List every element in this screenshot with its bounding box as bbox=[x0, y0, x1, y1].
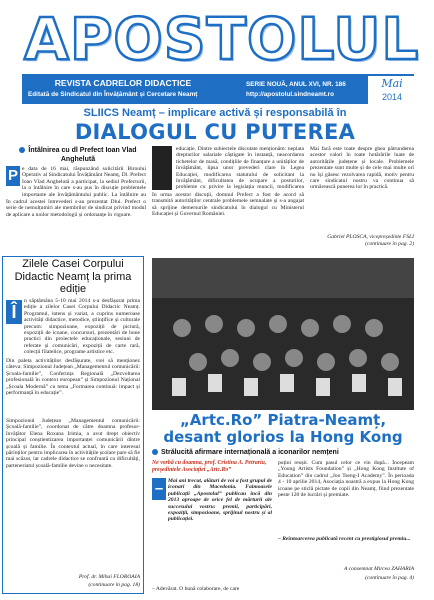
series-number: SERIE NOUĂ, ANUL XVI, NR. 186 bbox=[246, 81, 346, 88]
lead-col1-text: e data de 16 mai, răspunzând solicitării Biroului Operativ al Sindicatului Învățământ Neamț, Dl. Prefect Ioan Vlad Anghelută a participat, la sediul Prefecturii, la o întâlnire în care s-au pus în discuție problemele importante ale învățământului public. La întâlnire au bbox=[22, 166, 146, 198]
lead-col3-text: Mai facă este toate despre ghea pătrunderea acestor valori în toate hotărârile luate de autoritățile județene și locale. Problemele prezentate sunt multe și de cele mai multe ori nu își găsesc rezolvarea rapidă, motiv pentru care sindicatul nostru va continua să urmărească punerea lor în practică. bbox=[310, 146, 414, 191]
bullet-icon bbox=[152, 449, 158, 455]
ccd-body-text: n săptămâna 5-10 mai 2014 s-a desfășurat prima ediție a zilelor Casei Corpului Didactic Neamț. Programul, intens și variat, a cuprins numeroase activități didactice, metodice, științifice și culturale precum: simpozioane, expoziții de pictură, expoziții de icoane, concursuri, prezentări de bune practici din proiectele educaționale, sesiuni de referate și comunicări, expoziții de carte rară, colecții filatelice, programe artistice etc. bbox=[24, 298, 140, 356]
ccd-body3-text: Simpozionul Județean „Managementul comunicării: Școală-familie”, coordonat de către doamna profesor-învățător Elena Roxana Irimia, a avut drept obiectiv principal conștientizarea importanței comunicării dintre școală și familie. În contextul actual, în care interesul părinților pentru implicarea în activitățile școlare pare să fie mai scăzut, iar cadrele didactice se confruntă cu dificultăți, parteneriatul școală-familie devine o necesitate. bbox=[6, 418, 140, 469]
art-interview-intro: Ne vorbă cu doamna, prof. Cristina A. Petrariu, președintele Asociației „Artc.Ro” bbox=[152, 460, 267, 473]
art-continuation[interactable]: (continuare în pag. 4) bbox=[365, 575, 414, 581]
group-photo-shapes bbox=[152, 258, 414, 410]
masthead-series bbox=[246, 80, 366, 100]
lead-col1b-text: În cadrul acestei întrevederi s-au prezentat Dlui. Prefect o serie de nemulțumiri ale membrilor de sindicat privind modul de aplicare a noilor metodologii și ordonanțe în vigoare. bbox=[6, 199, 146, 218]
lead-dropcap: P bbox=[7, 167, 18, 184]
art-subheading-text: Strălucită afirmare internațională a iconarilor nemțeni bbox=[161, 449, 339, 456]
iconari-group-photo bbox=[152, 258, 414, 410]
bullet-icon bbox=[19, 147, 25, 153]
issue-month: Mai bbox=[381, 77, 403, 90]
art-right-text: puțini reușit. Cum pasul celor ce vin după... Începeam „Young Artists Foundation” și „Hong Kong Institute of Education” din cadrul „Joo Tseng-I Academy”. În perioada 4 - 10 aprilie 2014, Asociația noastră a expus la Hong Kong icoane pe sticlă pictate de copii din Neamț, fiind prezentate peste 120 de lucrări și premiate. bbox=[278, 460, 414, 499]
art-dropcap: – bbox=[152, 478, 166, 500]
lead-continuation[interactable]: (continuare în pag. 2) bbox=[365, 241, 414, 247]
art-right2-text: – Reîntoarcerea publicată recent cu prestigiosul premiu... bbox=[278, 536, 411, 542]
masthead-publisher: Editată de Sindicatul din Învățământ și Cercetare Neamț bbox=[28, 91, 198, 98]
lead-col2b-text: În urma acestor discuții, domnul Prefect a fost de acord să transmită autorităților centrale problemele semnalate și s-a angajat să sprijine demersurile sindicatului în dialogul cu Ministerul Educației și Guvernul României. bbox=[152, 192, 304, 218]
issue-year: 2014 bbox=[381, 92, 403, 102]
art-answer-text: – Adevărat. O bună colaborare, de care bbox=[152, 586, 240, 592]
prefect-photo bbox=[152, 146, 172, 190]
art-headline[interactable]: „Artc.Ro” Piatra-Neamț, desant glorios la Hong Kong bbox=[163, 411, 403, 446]
masthead-subtitle: REVISTA CADRELOR DIDACTICE bbox=[54, 78, 192, 88]
lead-kicker: SLIICS Neamț – implicare activă și responsabilă în bbox=[83, 107, 347, 119]
art-question-text: Mai ani trecut, alături de voi a fost grupul de iconari din Macedonia. Faimoasele publicații „Apostolul” publicau încă din 2013 aproape de orice fel de mărturii ale succesului vostru: premii, participări, expoziții, simpozioane, sprijinul nostru și al publicației. bbox=[168, 478, 272, 523]
lead-col2-text: educație. Dintre subiectele discutate menționăm: neplata drepturilor salariale câștigate în instanță, neacordarea tichetelor de masă, condițiile de finanțare a unităților de învățământ, lipsa unor prevederi clare în Legea Educației, modificarea statutului de solicitant la învățământ, dificultatea de ocupare a posturilor, probleme cu privire la legislația muncii, modificarea bbox=[176, 146, 304, 190]
website-link[interactable]: http://apostolul.sindneamt.ro bbox=[246, 91, 335, 98]
masthead-title: APOSTOLUL bbox=[24, 5, 420, 73]
lead-subheading bbox=[8, 146, 148, 164]
ccd-continuation[interactable]: (continuare în pag. 18) bbox=[88, 582, 140, 588]
art-byline: A consemnat Mircea ZAHARIA bbox=[343, 566, 414, 572]
ccd-dropcap: Î bbox=[6, 300, 22, 324]
lead-subheading-text: Întâlnirea cu dl Prefect Ioan Vlad Anghelută bbox=[28, 147, 137, 163]
art-subheading bbox=[152, 448, 414, 457]
lead-headline[interactable]: DIALOGUL CU PUTEREA bbox=[74, 120, 356, 144]
ccd-headline[interactable]: Zilele Casei Corpului Didactic Neamț la prima ediție bbox=[14, 258, 132, 295]
ccd-byline: Prof. dr. Mihai FLOROAIA bbox=[78, 574, 140, 580]
ccd-body2-text: Din paleta activităților desfășurate, vrei să menționez câteva: Simpozionul Județean „Managementul comunicării: Școala-familie”, Conferința Regională „Dezvoltarea profesională în context european” și Simpozionul Național „Școala Modernă” cu tema „Formarea continuă: impact și performanță în educație”. bbox=[6, 358, 140, 397]
lead-byline: Gabriel PLOSCA, vicepreședinte FSLI bbox=[327, 234, 414, 240]
